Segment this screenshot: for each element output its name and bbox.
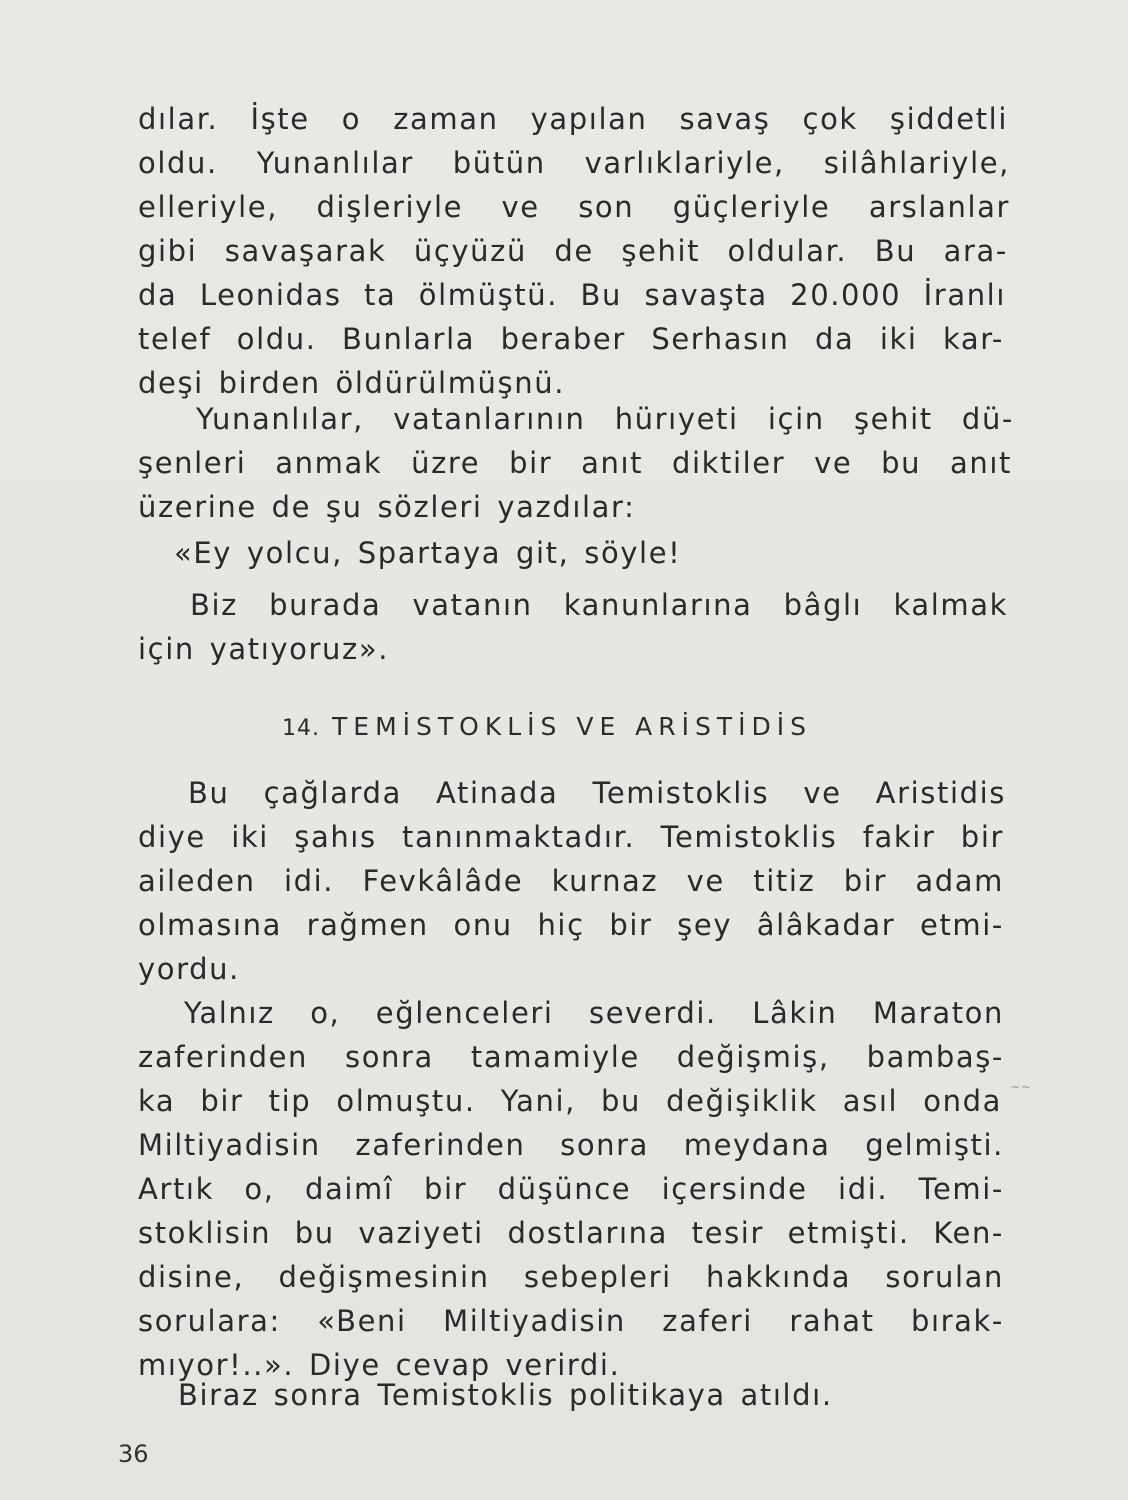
text-line: Yalnız o, eğlenceleri severdi. Lâkin Maraton <box>184 996 1004 1030</box>
text-line: üzerine de şu sözleri yazdılar: <box>138 490 636 524</box>
quote-line: için yatıyoruz». <box>138 632 390 666</box>
text-line: mıyor!..». Diye cevap verirdi. <box>138 1348 621 1382</box>
text-line: disine, değişmesinin sebepleri hakkında sorulan <box>138 1260 1004 1294</box>
text-line: dılar. İşte o zaman yapılan savaş çok şiddetli <box>138 102 1008 136</box>
text-line: olmasına rağmen onu hiç bir şey âlâkadar etmi- <box>138 908 1004 942</box>
quote-line: «Ey yolcu, Spartaya git, söyle! <box>174 536 682 570</box>
quote-line: Biz burada vatanın kanunlarına bâglı kalmak <box>190 588 1008 622</box>
text-line: şenleri anmak üzre bir anıt diktiler ve bu anıt <box>138 446 1012 480</box>
text-line: diye iki şahıs tanınmaktadır. Temistoklis fakir bir <box>138 820 1004 854</box>
section-number: 14. <box>282 716 320 741</box>
text-line: deşi birden öldürülmüşnü. <box>138 366 566 400</box>
text-line: ka bir tip olmuştu. Yani, bu değişiklik asıl onda <box>138 1084 1002 1118</box>
section-title: TEMİSTOKLİS VE ARİSTİDİS <box>332 712 813 741</box>
text-line: yordu. <box>138 952 240 986</box>
text-line: oldu. Yunanlılar bütün varlıklariyle, silâhlariyle, <box>138 146 1010 180</box>
text-line: da Leonidas ta ölmüştü. Bu savaşta 20.000 İranlı <box>138 278 1006 312</box>
text-line: Miltiyadisin zaferinden sonra meydana gelmişti. <box>138 1128 1004 1162</box>
text-line: zaferinden sonra tamamiyle değişmiş, bambaş- <box>138 1040 1004 1074</box>
text-line: Artık o, daimî bir düşünce içersinde idi. Temi- <box>138 1172 1004 1206</box>
text-line: Yunanlılar, vatanlarının hürıyeti için şehit dü- <box>196 402 1014 436</box>
text-line: aileden idi. Fevkâlâde kurnaz ve titiz bir adam <box>138 864 1004 898</box>
text-line: Biraz sonra Temistoklis politikaya atıldı. <box>178 1378 833 1412</box>
ink-smudge: ~~ <box>1010 1080 1033 1094</box>
text-line: stoklisin bu vaziyeti dostlarına tesir etmişti. Ken- <box>138 1216 1004 1250</box>
text-line: elleriyle, dişleriyle ve son güçleriyle arslanlar <box>138 190 1010 224</box>
text-line: sorulara: «Beni Miltiyadisin zaferi rahat bırak- <box>138 1304 1004 1338</box>
section-heading <box>282 712 812 741</box>
page-number: 36 <box>118 1440 149 1468</box>
text-line: Bu çağlarda Atinada Temistoklis ve Aristidis <box>188 776 1006 810</box>
text-line: telef oldu. Bunlarla beraber Serhasın da iki kar- <box>138 322 1004 356</box>
text-line: gibi savaşarak üçyüzü de şehit oldular. Bu ara- <box>138 234 1008 268</box>
